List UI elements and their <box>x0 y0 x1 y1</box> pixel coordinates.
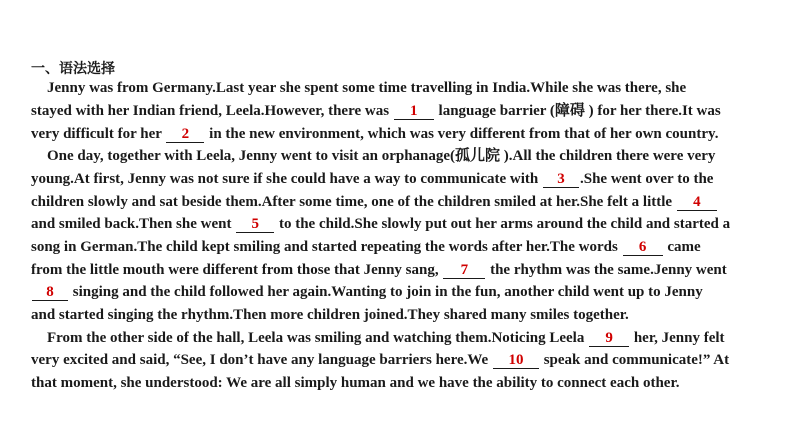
paragraph-line <box>47 79 686 97</box>
line-text: song in German.The child kept smiling and started repeating the words after her.The words <box>31 239 622 255</box>
paragraph-line <box>31 238 701 256</box>
paragraph-line <box>31 215 730 233</box>
line-text: in the new environment, which was very different from that of her own country. <box>205 126 719 142</box>
answer-blank: 8 <box>32 285 68 301</box>
answer-blank: 4 <box>677 195 717 211</box>
paragraph-line <box>31 306 629 324</box>
paragraph-line <box>31 170 713 188</box>
answer-blank: 10 <box>493 353 539 369</box>
answer-blank: 5 <box>236 217 274 233</box>
paragraph-line <box>31 261 727 279</box>
line-text: singing and the child followed her again.Wanting to join in the fun, another child went up to Jenny <box>69 284 703 300</box>
answer-blank: 1 <box>394 104 434 120</box>
line-text: and smiled back.Then she went <box>31 216 236 232</box>
paragraph-line <box>31 102 721 120</box>
line-text: children slowly and sat beside them.After some time, one of the children smiled at her.She felt a little <box>31 194 676 210</box>
line-text: language barrier (障碍 ) for her there.It was <box>434 103 721 119</box>
paragraph-line <box>31 283 703 301</box>
line-text: Jenny was from Germany.Last year she spent some time travelling in India.While she was there, she <box>47 80 687 96</box>
line-text: her, Jenny felt <box>630 330 725 346</box>
line-text: from the little mouth were different from those that Jenny sang, <box>31 262 443 278</box>
line-text: speak and communicate!” At <box>539 352 730 368</box>
section-title: 一、语法选择 <box>31 61 115 77</box>
paragraph-line <box>31 351 729 369</box>
answer-blank: 2 <box>166 127 204 143</box>
line-text: .She went over to the <box>579 171 714 187</box>
answer-blank: 6 <box>623 240 663 256</box>
paragraph-line <box>31 374 679 392</box>
line-text: very difficult for her <box>31 126 166 142</box>
paragraph-line <box>31 125 718 143</box>
answer-blank: 3 <box>543 172 579 188</box>
line-text: to the child.She slowly put out her arms around the child and started a <box>275 216 731 232</box>
line-text: that moment, she understood: We are all simply human and we have the ability to connect each other. <box>31 375 680 391</box>
line-text: From the other side of the hall, Leela was smiling and watching them.Noticing Leela <box>47 330 589 346</box>
line-text: young.At first, Jenny was not sure if she could have a way to communicate with <box>31 171 542 187</box>
line-text: stayed with her Indian friend, Leela.However, there was <box>31 103 393 119</box>
paragraph-line <box>47 329 725 347</box>
answer-blank: 7 <box>443 263 485 279</box>
line-text: One day, together with Leela, Jenny went to visit an orphanage(孤儿院 ).All the children there were very <box>47 148 716 164</box>
paragraph-line <box>47 147 715 165</box>
line-text: came <box>663 239 701 255</box>
line-text: the rhythm was the same.Jenny went <box>486 262 727 278</box>
line-text: very excited and said, “See, I don’t have any language barriers here.We <box>31 352 492 368</box>
line-text: and started singing the rhythm.Then more children joined.They shared many smiles together. <box>31 307 629 323</box>
paragraph-line <box>31 193 718 211</box>
answer-blank: 9 <box>589 331 629 347</box>
